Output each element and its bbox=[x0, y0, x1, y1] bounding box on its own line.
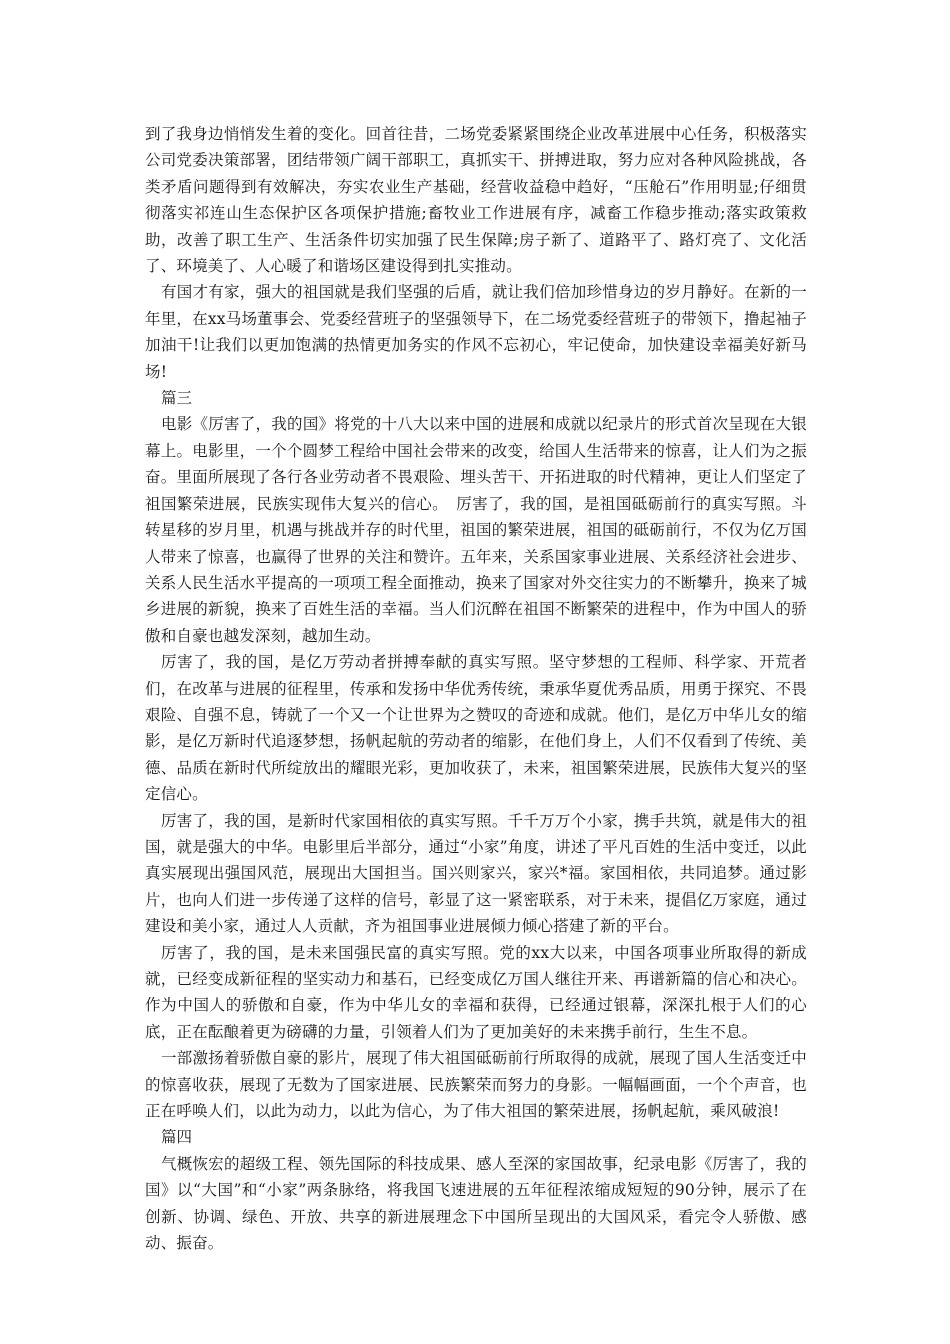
paragraph-1: 到了我身边悄悄发生着的变化。回首往昔，二场党委紧紧围绕企业改革进展中心任务，积极落实公司党委决策部署，团结带领广阔干部职工，真抓实干、拼搏进取，努力应对各种风险挑战，各类矛盾问题得到有效解决，夯实农业生产基础，经营收益稳中趋好，“压舱石”作用明显;仔细贯彻落实祁连山生态保护区各项保护措施;畜牧业工作进展有序，减畜工作稳步推动;落实政策救助，改善了职工生产、生活条件切实加强了民生保障;房子新了、道路平了、路灯亮了、文化活了、环境美了、人心暖了和谐场区建设得到扎实推动。 bbox=[145, 125, 807, 276]
paragraph-2: 有国才有家，强大的祖国就是我们坚强的后盾，就让我们倍加珍惜身边的岁月静好。在新的一年里，在xx马场董事会、党委经营班子的坚强领导下，在二场党委经营班子的带领下，撸起袖子加油干!让我们以更加饱满的热情更加务实的作风不忘初心，牢记使命，加快建设幸福美好新马场! bbox=[145, 283, 807, 381]
paragraph-5: 厉害了，我的国，是新时代家国相依的真实写照。千千万万个小家，携手共筑，就是伟大的祖国，就是强大的中华。电影里后半部分，通过“小家”角度，讲述了平凡百姓的生活中变迁，以此真实展现出强国风范，展现出大国担当。国兴则家兴，家兴*福。家国相依，共同追梦。通过影片，也向人们进一步传递了这样的信号，彰显了这一紧密联系，对于未来，提倡亿万家庭，通过建设和美小家，通过人人贡献，齐为祖国事业进展倾力倾心搭建了新的平台。 bbox=[145, 811, 807, 936]
section-heading-3: 篇三 bbox=[161, 389, 193, 408]
paragraph-7: 一部激扬着骄傲自豪的影片，展现了伟大祖国砥砺前行所取得的成就，展现了国人生活变迁中的惊喜收获，展现了无数为了国家进展、民族繁荣而努力的身影。一幅幅画面，一个个声音，也正在呼唤人们，以此为动力，以此为信心，为了伟大祖国的繁荣进展，扬帆起航，乘风破浪! bbox=[145, 1049, 807, 1121]
section-heading-4: 篇四 bbox=[161, 1128, 193, 1147]
paragraph-4: 厉害了，我的国，是亿万劳动者拼搏奉献的真实写照。坚守梦想的工程师、科学家、开荒者们，在改革与进展的征程里，传承和发扬中华优秀传统，秉承华夏优秀品质，用勇于探究、不畏艰险、自强不息，铸就了一个又一个让世界为之赞叹的奇迹和成就。他们，是亿万中华儿女的缩影，是亿万新时代追逐梦想，扬帆起航的劳动者的缩影，在他们身上，人们不仅看到了传统、美德、品质在新时代所绽放出的耀眼光彩，更加收获了，未来，祖国繁荣进展，民族伟大复兴的坚定信心。 bbox=[145, 653, 807, 804]
document-page bbox=[145, 121, 807, 1256]
paragraph-6: 厉害了，我的国，是未来国强民富的真实写照。党的xx大以来，中国各项事业所取得的新成就，已经变成新征程的坚实动力和基石，已经变成亿万国人继往开来、再谱新篇的信心和决心。作为中国人的骄傲和自豪，作为中华儿女的幸福和获得，已经通过银幕，深深扎根于人们的心底，正在酝酿着更为磅礴的力量，引领着人们为了更加美好的未来携手前行，生生不息。 bbox=[145, 943, 807, 1041]
paragraph-8: 气概恢宏的超级工程、领先国际的科技成果、感人至深的家国故事，纪录电影《厉害了，我的国》以“大国”和“小家”两条脉络，将我国飞速进展的五年征程浓缩成短短的90分钟，展示了在创新、协调、绿色、开放、共享的新进展理念下中国所呈现出的大国风采，看完令人骄傲、感动、振奋。 bbox=[145, 1154, 807, 1253]
paragraph-3: 电影《厉害了，我的国》将党的十八大以来中国的进展和成就以纪录片的形式首次呈现在大银幕上。电影里，一个个圆梦工程给中国社会带来的改变，给国人生活带来的惊喜，让人们为之振奋。里面所展现了各行各业劳动者不畏艰险、埋头苦干、开拓进取的时代精神，更让人们坚定了祖国繁荣进展，民族实现伟大复兴的信心。 厉害了，我的国，是祖国砥砺前行的真实写照。斗转星移的岁月里，机遇与挑战并存的时代里，祖国的繁荣进展，祖国的砥砺前行，不仅为亿万国人带来了惊喜，也赢得了世界的关注和赞许。五年来，关系国家事业进展、关系经济社会进步、关系人民生活水平提高的一项项工程全面推动，换来了国家对外交往实力的不断攀升，换来了城乡进展的新貌，换来了百姓生活的幸福。当人们沉醉在祖国不断繁荣的进程中，作为中国人的骄傲和自豪也越发深刻，越加生动。 bbox=[145, 415, 807, 645]
